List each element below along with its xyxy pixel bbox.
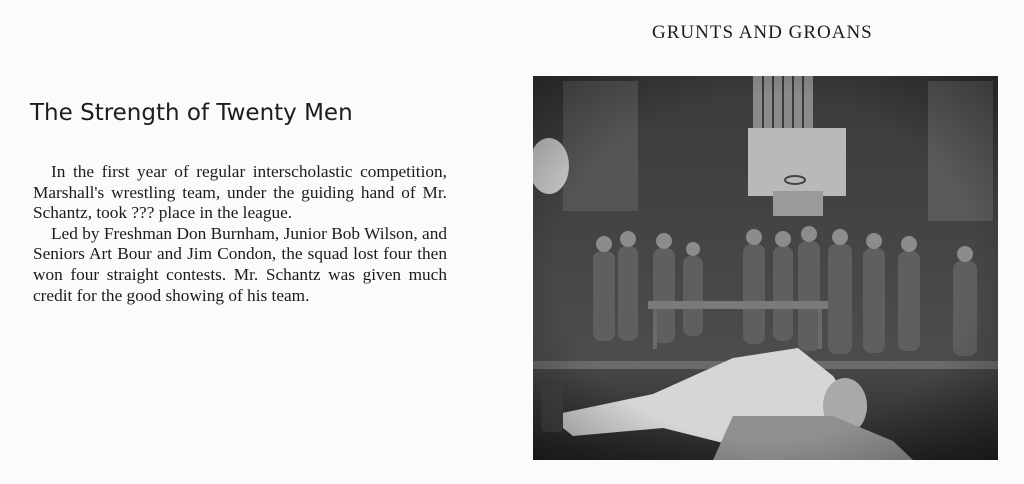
article-paragraph-1: In the first year of regular interscholastic competition, Marshall's wrestling team, under the guiding hand of Mr. Schantz, took ??? place in the league. (33, 162, 447, 223)
wrestling-photo-image (533, 76, 998, 460)
wrestling-photo (533, 76, 998, 460)
article-headline: The Strength of Twenty Men (30, 100, 353, 126)
section-title: GRUNTS AND GROANS (652, 22, 873, 43)
article-paragraph-2: Led by Freshman Don Burnham, Junior Bob Wilson, and Seniors Art Bour and Jim Condon, the squad lost four then won four straight contests. Mr. Schantz was given much credit for the good showing of his team. (33, 223, 447, 305)
article-body (33, 162, 447, 306)
